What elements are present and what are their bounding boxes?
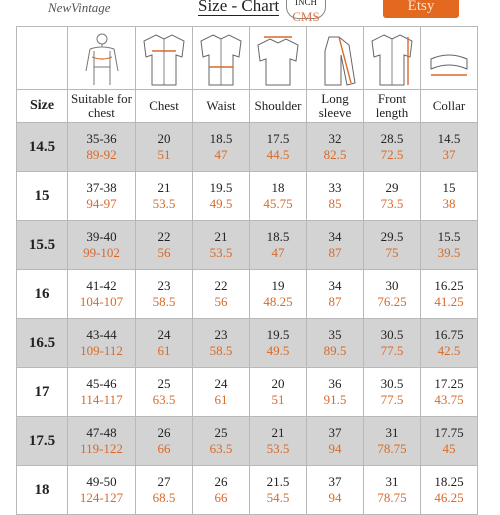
inch-value: 35-36 bbox=[86, 131, 117, 146]
inch-value: 17.75 bbox=[434, 425, 464, 440]
inch-value: 34 bbox=[328, 278, 342, 293]
cm-value: 78.75 bbox=[377, 441, 407, 456]
inch-value: 23 bbox=[214, 327, 228, 342]
measure-cell bbox=[307, 417, 364, 466]
table-row bbox=[17, 417, 478, 466]
table-row bbox=[17, 368, 478, 417]
measure-cell bbox=[421, 172, 478, 221]
cm-value: 45.75 bbox=[263, 196, 293, 211]
cm-value: 56 bbox=[214, 294, 228, 309]
col-header-size: Size bbox=[17, 90, 68, 123]
cm-value: 77.5 bbox=[380, 392, 404, 407]
measure-cell bbox=[364, 221, 421, 270]
table-row bbox=[17, 221, 478, 270]
cm-value: 89.5 bbox=[323, 343, 347, 358]
table-row bbox=[17, 172, 478, 221]
cm-value: 37 bbox=[442, 147, 456, 162]
cm-value: 58.5 bbox=[152, 294, 176, 309]
inch-value: 36 bbox=[328, 376, 342, 391]
col-header-chest-fit: Suitable for chest bbox=[68, 90, 136, 123]
cm-value: 91.5 bbox=[323, 392, 347, 407]
inch-value: 18.5 bbox=[266, 229, 290, 244]
inch-value: 18.5 bbox=[209, 131, 233, 146]
cm-value: 66 bbox=[157, 441, 171, 456]
measure-cell bbox=[193, 368, 250, 417]
shirt-waist-icon bbox=[197, 31, 245, 87]
inch-value: 18 bbox=[271, 180, 285, 195]
header-row bbox=[17, 90, 478, 123]
measure-cell bbox=[364, 172, 421, 221]
cm-value: 49.5 bbox=[209, 196, 233, 211]
measure-cell bbox=[193, 466, 250, 515]
cm-value: 51 bbox=[271, 392, 285, 407]
cm-value: 58.5 bbox=[209, 343, 233, 358]
brand-logo: NewVintage bbox=[48, 0, 111, 15]
cm-value: 124-127 bbox=[79, 490, 124, 505]
cm-value: 89-92 bbox=[86, 147, 117, 162]
measure-cell bbox=[193, 221, 250, 270]
measure-cell bbox=[136, 221, 193, 270]
inch-value: 26 bbox=[214, 474, 228, 489]
inch-value: 30.5 bbox=[380, 327, 404, 342]
measure-cell bbox=[193, 319, 250, 368]
icon-cell-body bbox=[68, 27, 136, 90]
inch-value: 31 bbox=[385, 474, 399, 489]
inch-value: 43-44 bbox=[86, 327, 117, 342]
measure-cell bbox=[421, 466, 478, 515]
inch-value: 17.25 bbox=[434, 376, 464, 391]
inch-value: 19.5 bbox=[266, 327, 290, 342]
measure-cell bbox=[250, 270, 307, 319]
icon-cell-front bbox=[364, 27, 421, 90]
measure-cell bbox=[307, 466, 364, 515]
inch-value: 29.5 bbox=[380, 229, 404, 244]
cm-value: 94-97 bbox=[86, 196, 117, 211]
shirt-front-length-icon bbox=[368, 31, 416, 87]
measure-cell bbox=[421, 270, 478, 319]
measure-cell bbox=[68, 172, 136, 221]
cm-value: 82.5 bbox=[323, 147, 347, 162]
inch-value: 21 bbox=[271, 425, 285, 440]
inch-value: 22 bbox=[157, 229, 171, 244]
measure-cell bbox=[307, 221, 364, 270]
measure-cell bbox=[68, 270, 136, 319]
icon-row bbox=[17, 27, 478, 90]
inch-value: 34 bbox=[328, 229, 342, 244]
measure-cell bbox=[307, 270, 364, 319]
measure-cell bbox=[136, 417, 193, 466]
inch-value: 37 bbox=[328, 425, 342, 440]
measure-cell bbox=[250, 319, 307, 368]
cm-value: 73.5 bbox=[380, 196, 404, 211]
etsy-logo[interactable]: Etsy bbox=[383, 0, 459, 18]
cm-value: 72.5 bbox=[380, 147, 404, 162]
cm-value: 109-112 bbox=[80, 343, 123, 358]
cm-value: 94 bbox=[328, 441, 342, 456]
cm-value: 51 bbox=[157, 147, 171, 162]
cm-value: 104-107 bbox=[79, 294, 124, 309]
cm-value: 54.5 bbox=[266, 490, 290, 505]
cm-value: 47 bbox=[271, 245, 285, 260]
cm-value: 87 bbox=[328, 294, 342, 309]
table-row bbox=[17, 270, 478, 319]
col-header-sleeve: Long sleeve bbox=[307, 90, 364, 123]
cm-value: 38 bbox=[442, 196, 456, 211]
measure-cell bbox=[136, 368, 193, 417]
inch-value: 47-48 bbox=[86, 425, 117, 440]
inch-value: 49-50 bbox=[86, 474, 117, 489]
inch-value: 14.5 bbox=[437, 131, 461, 146]
cm-value: 99-102 bbox=[83, 245, 120, 260]
col-header-collar: Collar bbox=[421, 90, 478, 123]
units-cms: CMS bbox=[292, 9, 320, 24]
inch-value: 37-38 bbox=[86, 180, 117, 195]
cm-value: 63.5 bbox=[152, 392, 176, 407]
icon-cell-chest bbox=[136, 27, 193, 90]
inch-value: 28.5 bbox=[380, 131, 404, 146]
header-bar bbox=[0, 0, 500, 24]
inch-value: 41-42 bbox=[86, 278, 117, 293]
measure-cell bbox=[250, 221, 307, 270]
cm-value: 41.25 bbox=[434, 294, 464, 309]
cm-value: 119-122 bbox=[80, 441, 123, 456]
inch-value: 25 bbox=[214, 425, 228, 440]
cm-value: 63.5 bbox=[209, 441, 233, 456]
measure-cell bbox=[364, 466, 421, 515]
cm-value: 45 bbox=[442, 441, 456, 456]
inch-value: 22 bbox=[214, 278, 228, 293]
measure-cell bbox=[250, 368, 307, 417]
col-header-waist: Waist bbox=[193, 90, 250, 123]
measure-cell bbox=[68, 466, 136, 515]
cm-value: 56 bbox=[157, 245, 171, 260]
cm-value: 46.25 bbox=[434, 490, 464, 505]
size-chart-table bbox=[16, 26, 478, 515]
units-badge bbox=[286, 0, 326, 24]
icon-cell-sleeve bbox=[307, 27, 364, 90]
inch-value: 21.5 bbox=[266, 474, 290, 489]
size-cell: 16 bbox=[17, 270, 68, 319]
shirt-chest-icon bbox=[140, 31, 188, 87]
cm-value: 78.75 bbox=[377, 490, 407, 505]
size-cell: 16.5 bbox=[17, 319, 68, 368]
cm-value: 114-117 bbox=[80, 392, 123, 407]
icon-cell-collar bbox=[421, 27, 478, 90]
inch-value: 23 bbox=[157, 278, 171, 293]
measure-cell bbox=[136, 123, 193, 172]
inch-value: 26 bbox=[157, 425, 171, 440]
measure-cell bbox=[193, 172, 250, 221]
measure-cell bbox=[421, 368, 478, 417]
page-title: Size - Chart bbox=[198, 0, 279, 16]
cm-value: 42.5 bbox=[437, 343, 461, 358]
cm-value: 61 bbox=[214, 392, 228, 407]
cm-value: 53.5 bbox=[152, 196, 176, 211]
inch-value: 19 bbox=[271, 278, 285, 293]
icon-cell-empty bbox=[17, 27, 68, 90]
collar-icon bbox=[425, 31, 473, 87]
measure-cell bbox=[68, 123, 136, 172]
measure-cell bbox=[421, 221, 478, 270]
units-inch: INCH bbox=[295, 0, 317, 7]
inch-value: 16.25 bbox=[434, 278, 464, 293]
inch-value: 17.5 bbox=[266, 131, 290, 146]
measure-cell bbox=[364, 368, 421, 417]
size-cell: 15 bbox=[17, 172, 68, 221]
measure-cell bbox=[250, 172, 307, 221]
inch-value: 21 bbox=[157, 180, 171, 195]
inch-value: 35 bbox=[328, 327, 342, 342]
col-header-chest: Chest bbox=[136, 90, 193, 123]
inch-value: 31 bbox=[385, 425, 399, 440]
size-cell: 18 bbox=[17, 466, 68, 515]
inch-value: 19.5 bbox=[209, 180, 233, 195]
shirt-shoulder-icon bbox=[254, 31, 302, 87]
cm-value: 53.5 bbox=[266, 441, 290, 456]
measure-cell bbox=[250, 466, 307, 515]
inch-value: 45-46 bbox=[86, 376, 117, 391]
inch-value: 24 bbox=[157, 327, 171, 342]
measure-cell bbox=[136, 270, 193, 319]
measure-cell bbox=[307, 368, 364, 417]
measure-cell bbox=[364, 417, 421, 466]
measure-cell bbox=[68, 417, 136, 466]
measure-cell bbox=[136, 319, 193, 368]
table-row bbox=[17, 466, 478, 515]
measure-cell bbox=[250, 417, 307, 466]
body-figure-icon bbox=[80, 31, 124, 87]
cm-value: 61 bbox=[157, 343, 171, 358]
measure-cell bbox=[421, 319, 478, 368]
cm-value: 48.25 bbox=[263, 294, 293, 309]
inch-value: 25 bbox=[157, 376, 171, 391]
inch-value: 16.75 bbox=[434, 327, 464, 342]
col-header-front: Front length bbox=[364, 90, 421, 123]
size-cell: 14.5 bbox=[17, 123, 68, 172]
measure-cell bbox=[364, 319, 421, 368]
icon-cell-shoulder bbox=[250, 27, 307, 90]
measure-cell bbox=[364, 270, 421, 319]
size-cell: 17 bbox=[17, 368, 68, 417]
cm-value: 43.75 bbox=[434, 392, 464, 407]
cm-value: 94 bbox=[328, 490, 342, 505]
measure-cell bbox=[307, 172, 364, 221]
inch-value: 21 bbox=[214, 229, 228, 244]
inch-value: 30.5 bbox=[380, 376, 404, 391]
measure-cell bbox=[136, 466, 193, 515]
cm-value: 49.5 bbox=[266, 343, 290, 358]
inch-value: 20 bbox=[271, 376, 285, 391]
measure-cell bbox=[250, 123, 307, 172]
measure-cell bbox=[364, 123, 421, 172]
inch-value: 32 bbox=[328, 131, 342, 146]
icon-cell-waist bbox=[193, 27, 250, 90]
measure-cell bbox=[421, 123, 478, 172]
measure-cell bbox=[307, 319, 364, 368]
cm-value: 66 bbox=[214, 490, 228, 505]
inch-value: 27 bbox=[157, 474, 171, 489]
col-header-shoulder: Shoulder bbox=[250, 90, 307, 123]
measure-cell bbox=[193, 417, 250, 466]
size-cell: 15.5 bbox=[17, 221, 68, 270]
inch-value: 39-40 bbox=[86, 229, 117, 244]
inch-value: 33 bbox=[328, 180, 342, 195]
cm-value: 44.5 bbox=[266, 147, 290, 162]
inch-value: 37 bbox=[328, 474, 342, 489]
shirt-sleeve-icon bbox=[311, 31, 359, 87]
cm-value: 77.5 bbox=[380, 343, 404, 358]
measure-cell bbox=[307, 123, 364, 172]
measure-cell bbox=[193, 270, 250, 319]
table-row bbox=[17, 123, 478, 172]
inch-value: 30 bbox=[385, 278, 399, 293]
measure-cell bbox=[421, 417, 478, 466]
cm-value: 47 bbox=[214, 147, 228, 162]
measure-cell bbox=[193, 123, 250, 172]
measure-cell bbox=[68, 319, 136, 368]
measure-cell bbox=[68, 221, 136, 270]
cm-value: 85 bbox=[328, 196, 342, 211]
size-cell: 17.5 bbox=[17, 417, 68, 466]
measure-cell bbox=[68, 368, 136, 417]
cm-value: 76.25 bbox=[377, 294, 407, 309]
cm-value: 53.5 bbox=[209, 245, 233, 260]
cm-value: 75 bbox=[385, 245, 399, 260]
cm-value: 68.5 bbox=[152, 490, 176, 505]
cm-value: 87 bbox=[328, 245, 342, 260]
inch-value: 15 bbox=[442, 180, 456, 195]
inch-value: 15.5 bbox=[437, 229, 461, 244]
inch-value: 24 bbox=[214, 376, 228, 391]
inch-value: 20 bbox=[157, 131, 171, 146]
inch-value: 18.25 bbox=[434, 474, 464, 489]
measure-cell bbox=[136, 172, 193, 221]
inch-value: 29 bbox=[385, 180, 399, 195]
table-row bbox=[17, 319, 478, 368]
cm-value: 39.5 bbox=[437, 245, 461, 260]
